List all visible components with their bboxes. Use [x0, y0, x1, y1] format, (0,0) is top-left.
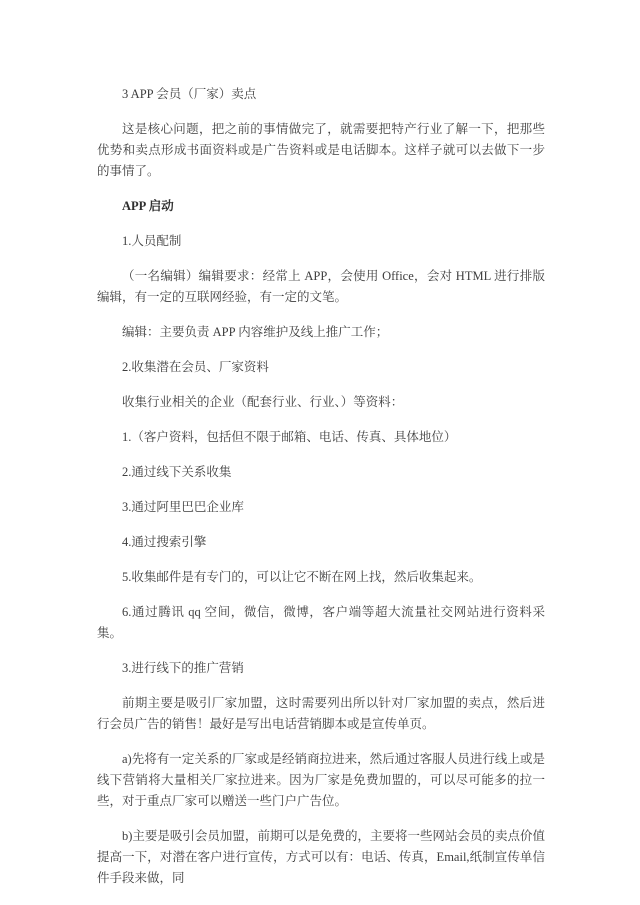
paragraph: 前期主要是吸引厂家加盟，这时需要列出所以针对厂家加盟的卖点，然后进行会员广告的销售！最好是写出电话营销脚本或是宣传单页。: [97, 696, 545, 731]
paragraph: 5.收集邮件是有专门的，可以让它不断在网上找，然后收集起来。: [122, 570, 482, 584]
paragraph: 3.通过阿里巴巴企业库: [122, 500, 244, 514]
paragraph: 1.人员配制: [122, 234, 182, 248]
paragraph: 4.通过搜索引擎: [122, 535, 207, 549]
paragraph: 2.收集潜在会员、厂家资料: [122, 360, 269, 374]
paragraph: 3 APP 会员（厂家）卖点: [122, 87, 257, 101]
paragraph: 3.进行线下的推广营销: [122, 661, 244, 675]
paragraph: b)主要是吸引会员加盟，前期可以是免费的，主要将一些网站会员的卖点价值提高一下，对潜在客户进行宣传，方式可以有：电话、传真，Email,纸制宣传单信件手段来做，同: [97, 829, 545, 885]
paragraph: 收集行业相关的企业（配套行业、行业、）等资料：: [122, 395, 404, 409]
paragraph: （一名编辑）编辑要求：经常上 APP，会使用 Office，会对 HTML 进行排版编辑，有一定的互联网经验，有一定的文笔。: [97, 269, 545, 304]
paragraph: 1.（客户资料，包括但不限于邮箱、电话、传真、具体地位）: [122, 430, 457, 444]
paragraph: 这是核心问题，把之前的事情做完了，就需要把特产行业了解一下，把那些优势和卖点形成书面资料或是广告资料或是电话脚本。这样子就可以去做下一步的事情了。: [97, 122, 545, 178]
document-body: [97, 84, 545, 889]
paragraph: APP 启动: [122, 199, 174, 213]
paragraph: 编辑：主要负责 APP 内容维护及线上推广工作；: [122, 325, 389, 339]
paragraph: a)先将有一定关系的厂家或是经销商拉进来，然后通过客服人员进行线上或是线下营销将大量相关厂家拉进来。因为厂家是免费加盟的，可以尽可能多的拉一些，对于重点厂家可以赠送一些门户广告位。: [97, 752, 545, 808]
paragraph: 6.通过腾讯 qq 空间，微信，微博，客户端等超大流量社交网站进行资料采集。: [97, 605, 545, 640]
paragraph: 2.通过线下关系收集: [122, 465, 232, 479]
